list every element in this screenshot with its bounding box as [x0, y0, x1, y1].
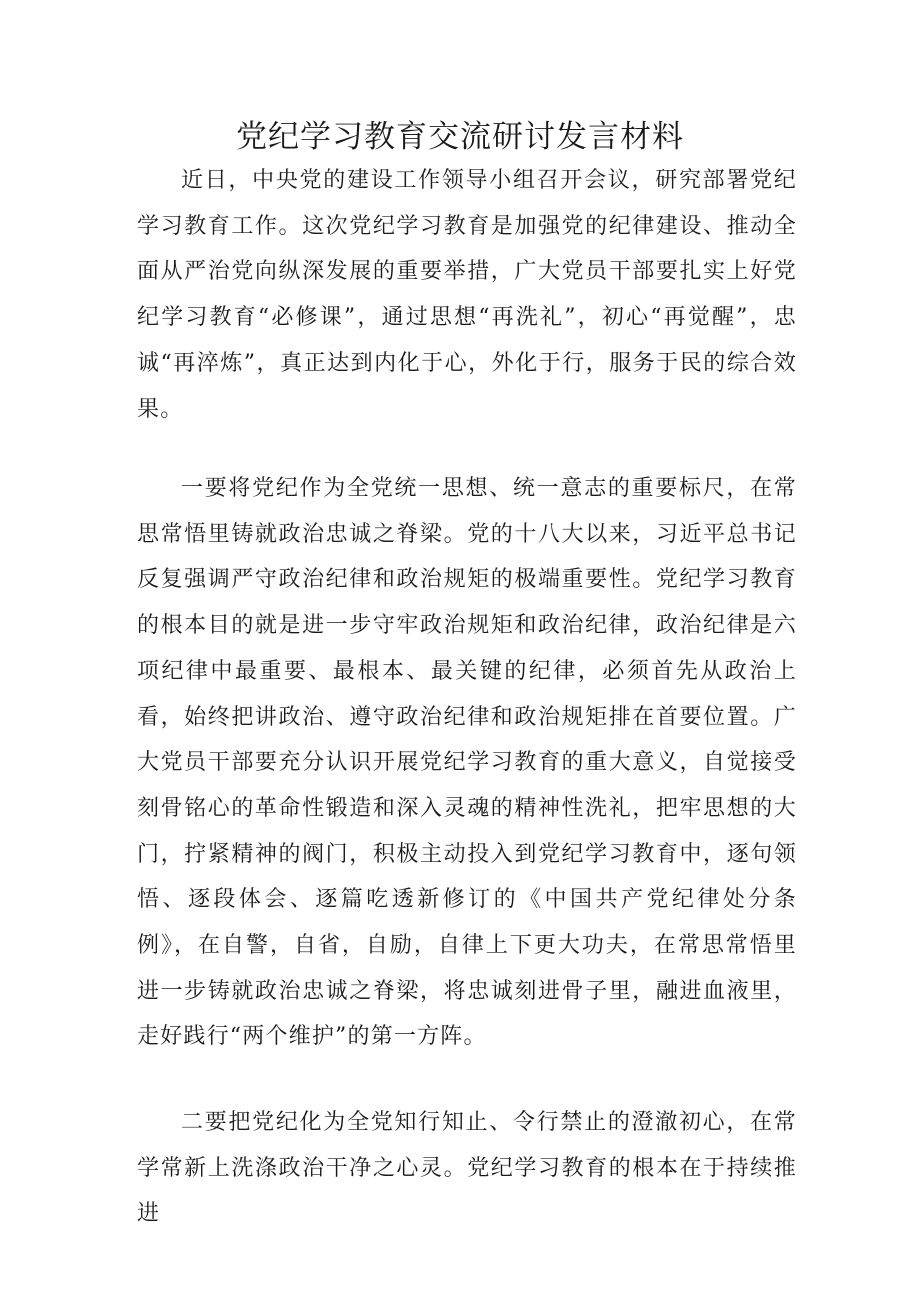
document-title: 党纪学习教育交流研讨发言材料	[236, 119, 684, 155]
paragraph-3: 二要把党纪化为全党知行知止、令行禁止的澄澈初心，在常学常新上洗涤政治干净之心灵。党纪学习教育的根本在于持续推进	[137, 1110, 797, 1227]
paragraph-1: 近日，中央党的建设工作领导小组召开会议，研究部署党纪学习教育工作。这次党纪学习教育是加强党的纪律建设、推动全面从严治党向纵深发展的重要举措，广大党员干部要扎实上好党纪学习教育“必修课”，通过思想“再洗礼”，初心“再觉醒”，忠诚“再淬炼”，真正达到内化于心，外化于行，服务于民的综合效果。	[137, 168, 797, 422]
paragraph-2: 一要将党纪作为全党统一思想、统一意志的重要标尺，在常思常悟里铸就政治忠诚之脊梁。党的十八大以来，习近平总书记反复强调严守政治纪律和政治规矩的极端重要性。党纪学习教育的根本目的就是进一步守牢政治规矩和政治纪律，政治纪律是六项纪律中最重要、最根本、最关键的纪律，必须首先从政治上看，始终把讲政治、遵守政治纪律和政治规矩排在首要位置。广大党员干部要充分认识开展党纪学习教育的重大意义，自觉接受刻骨铭心的革命性锻造和深入灵魂的精神性洗礼，把牢思想的大门，拧紧精神的阀门，积极主动投入到党纪学习教育中，逐句领悟、逐段体会、逐篇吃透新修订的《中国共产党纪律处分条例》，在自警，自省，自励，自律上下更大功夫，在常思常悟里进一步铸就政治忠诚之脊梁，将忠诚刻进骨子里，融进血液里，走好践行“两个维护”的第一方阵。	[137, 476, 797, 1050]
